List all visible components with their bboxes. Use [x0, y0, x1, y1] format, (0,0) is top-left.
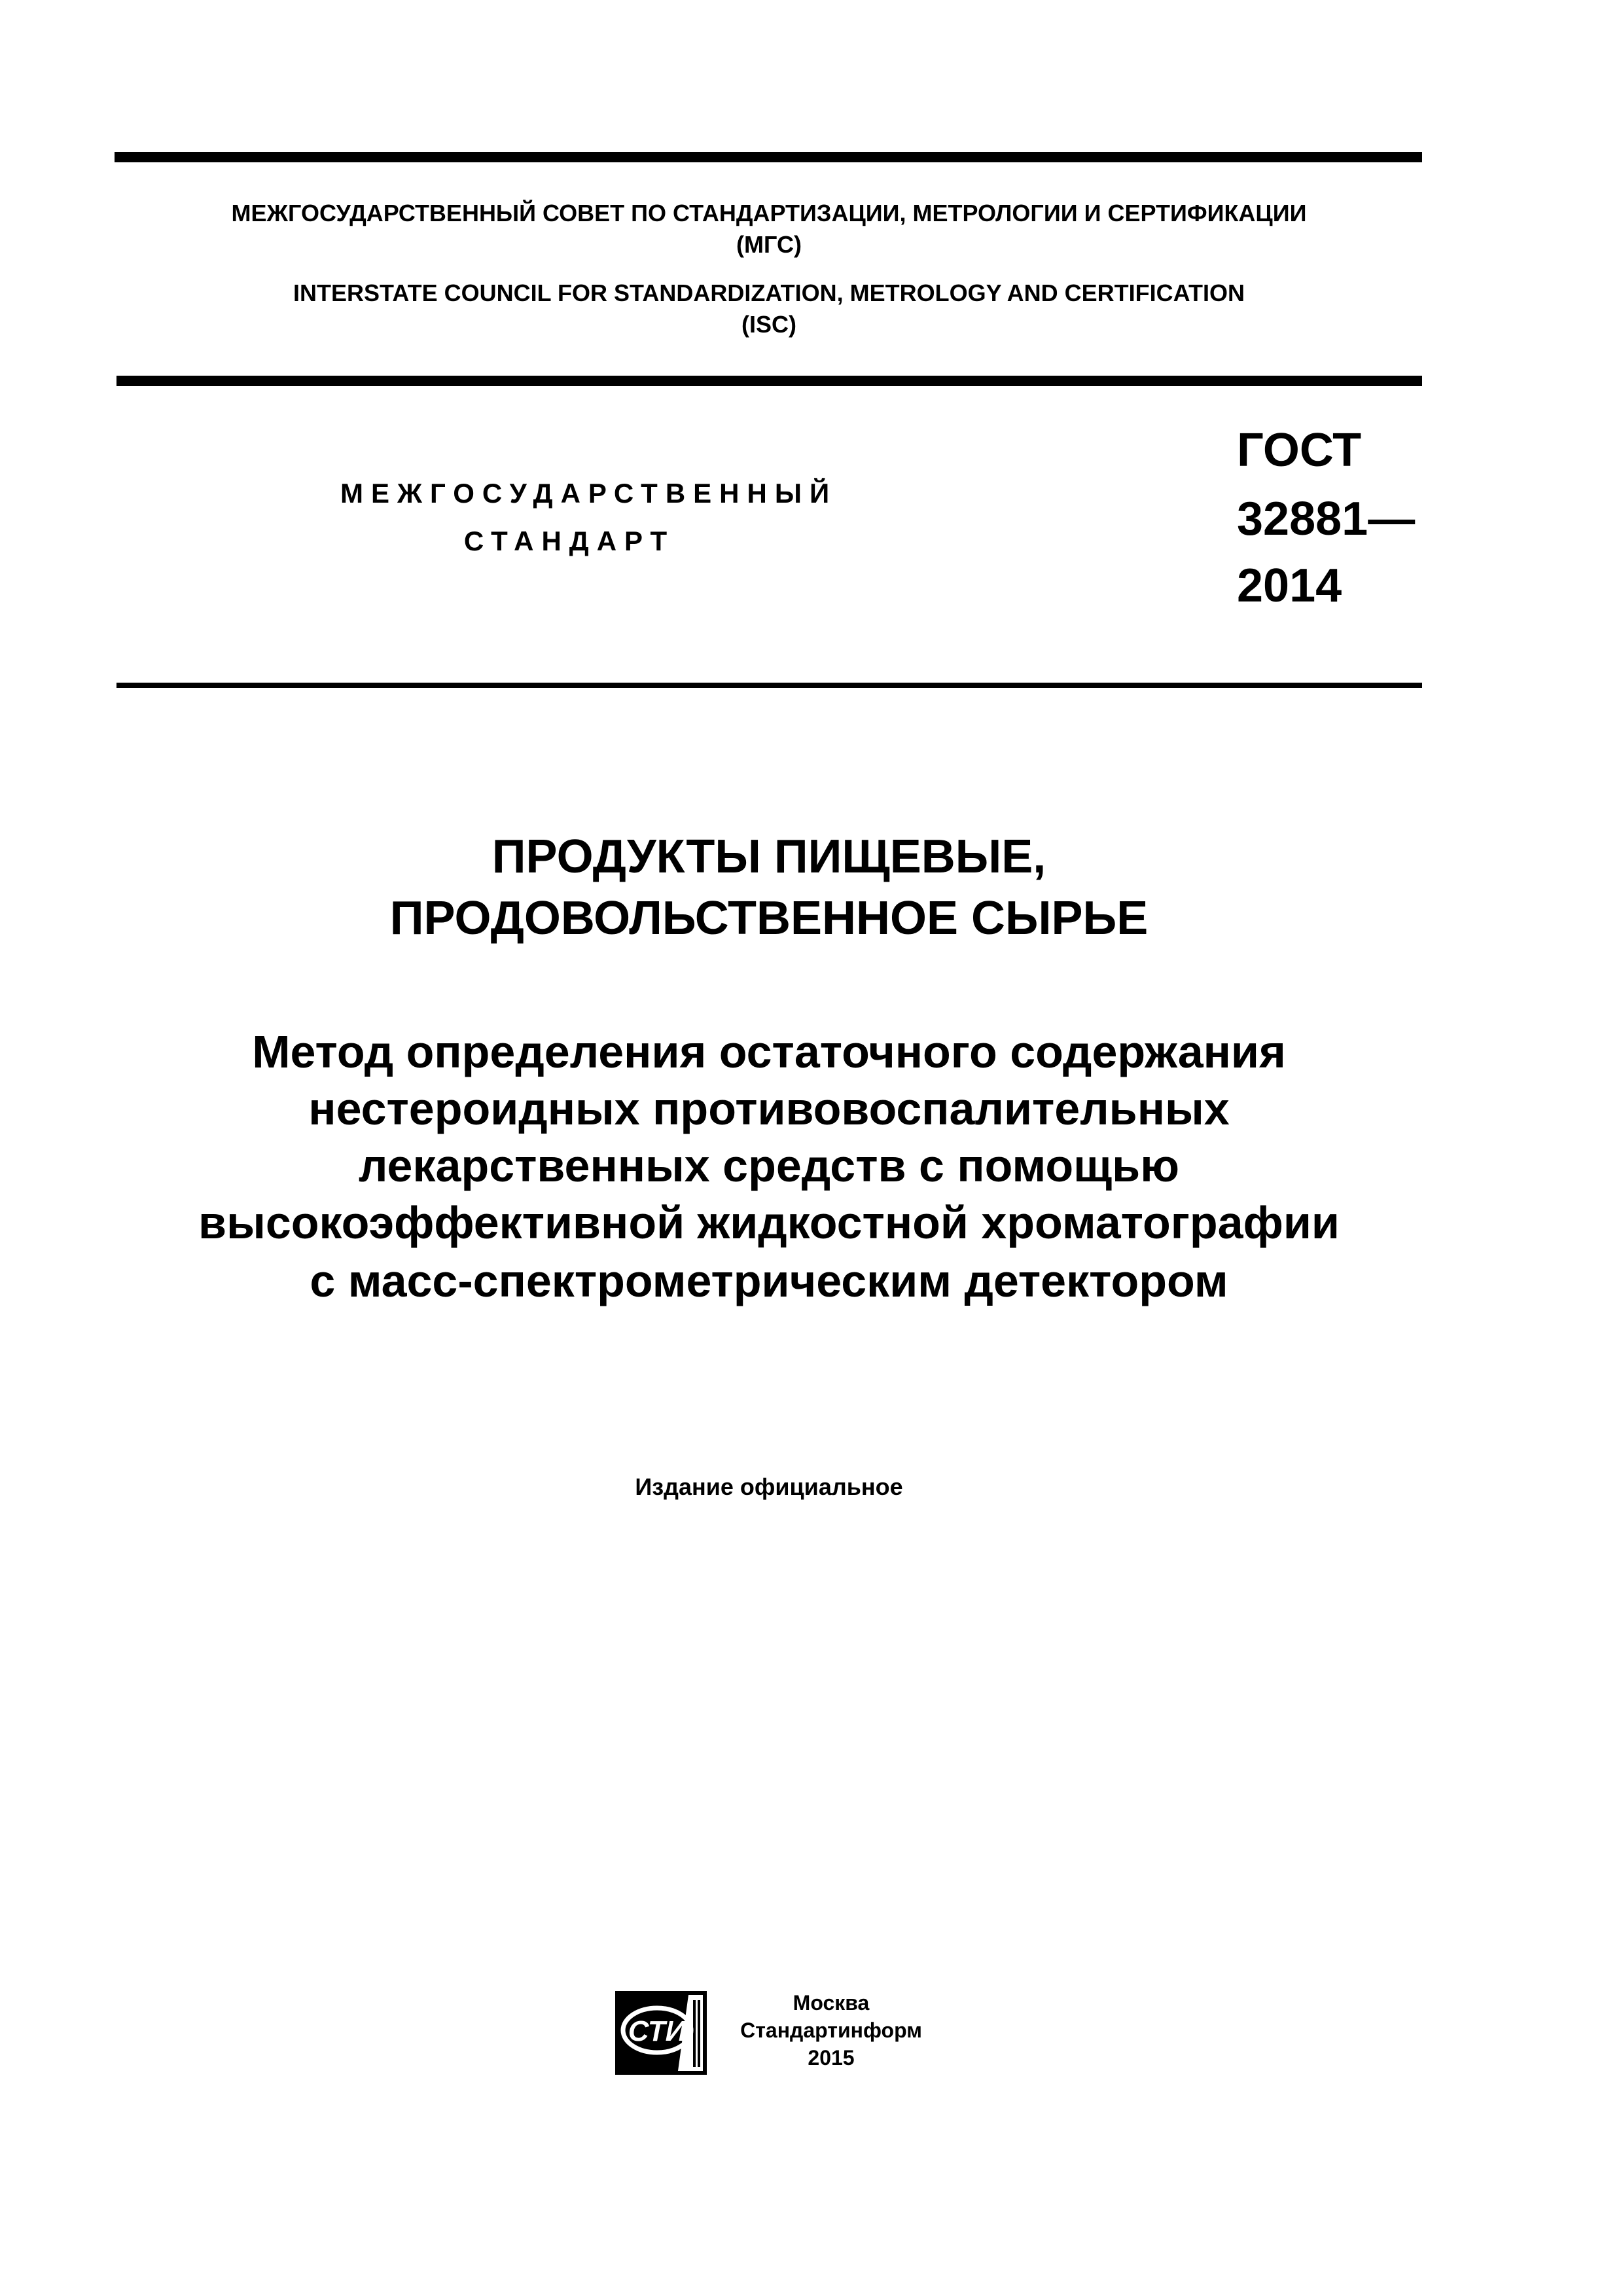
council-name-en-line: INTERSTATE COUNCIL FOR STANDARDIZATION, METROLOGY AND CERTIFICATION — [293, 279, 1245, 306]
standard-designation-number: 32881— — [1237, 493, 1416, 545]
standard-designation-prefix: ГОСТ — [1237, 424, 1362, 476]
standartinform-sti-logo-icon — [615, 1991, 707, 2075]
edition-note: Издание официальное — [635, 1473, 903, 1500]
council-name-russian — [115, 198, 1423, 260]
designation-divider — [116, 683, 1422, 688]
header-divider — [116, 376, 1422, 386]
standard-type-label-line1: МЕЖГОСУДАРСТВЕННЫЙ — [340, 478, 838, 509]
logo-lettering: СТИ — [628, 2015, 687, 2047]
document-title-line2: ПРОДОВОЛЬСТВЕННОЕ СЫРЬЕ — [389, 892, 1149, 944]
council-abbreviation-en: (ISC) — [741, 311, 796, 338]
council-name-ru-line: МЕЖГОСУДАРСТВЕННЫЙ СОВЕТ ПО СТАНДАРТИЗАЦИИ, МЕТРОЛОГИИ И СЕРТИФИКАЦИИ — [231, 200, 1307, 226]
council-name-english — [115, 278, 1423, 340]
document-subtitle-line3: лекарственных средств с помощью — [359, 1140, 1179, 1191]
publisher-name: Стандартинформ — [740, 2018, 922, 2042]
top-divider — [115, 152, 1422, 162]
council-abbreviation-ru: (МГС) — [736, 231, 802, 258]
standard-designation-year: 2014 — [1237, 560, 1342, 612]
document-title-line1: ПРОДУКТЫ ПИЩЕВЫЕ, — [491, 831, 1046, 883]
document-subtitle-line4: высокоэффективной жидкостной хроматографии — [198, 1197, 1340, 1248]
document-subtitle-line1: Метод определения остаточного содержания — [252, 1026, 1286, 1077]
document-subtitle-line2: нестероидных противовоспалительных — [308, 1083, 1230, 1134]
standard-type-label-line2: СТАНДАРТ — [463, 526, 675, 556]
document-subtitle-line5: с масс-спектрометрическим детектором — [310, 1255, 1228, 1306]
publisher-city: Москва — [793, 1991, 870, 2015]
publication-year: 2015 — [808, 2046, 855, 2070]
